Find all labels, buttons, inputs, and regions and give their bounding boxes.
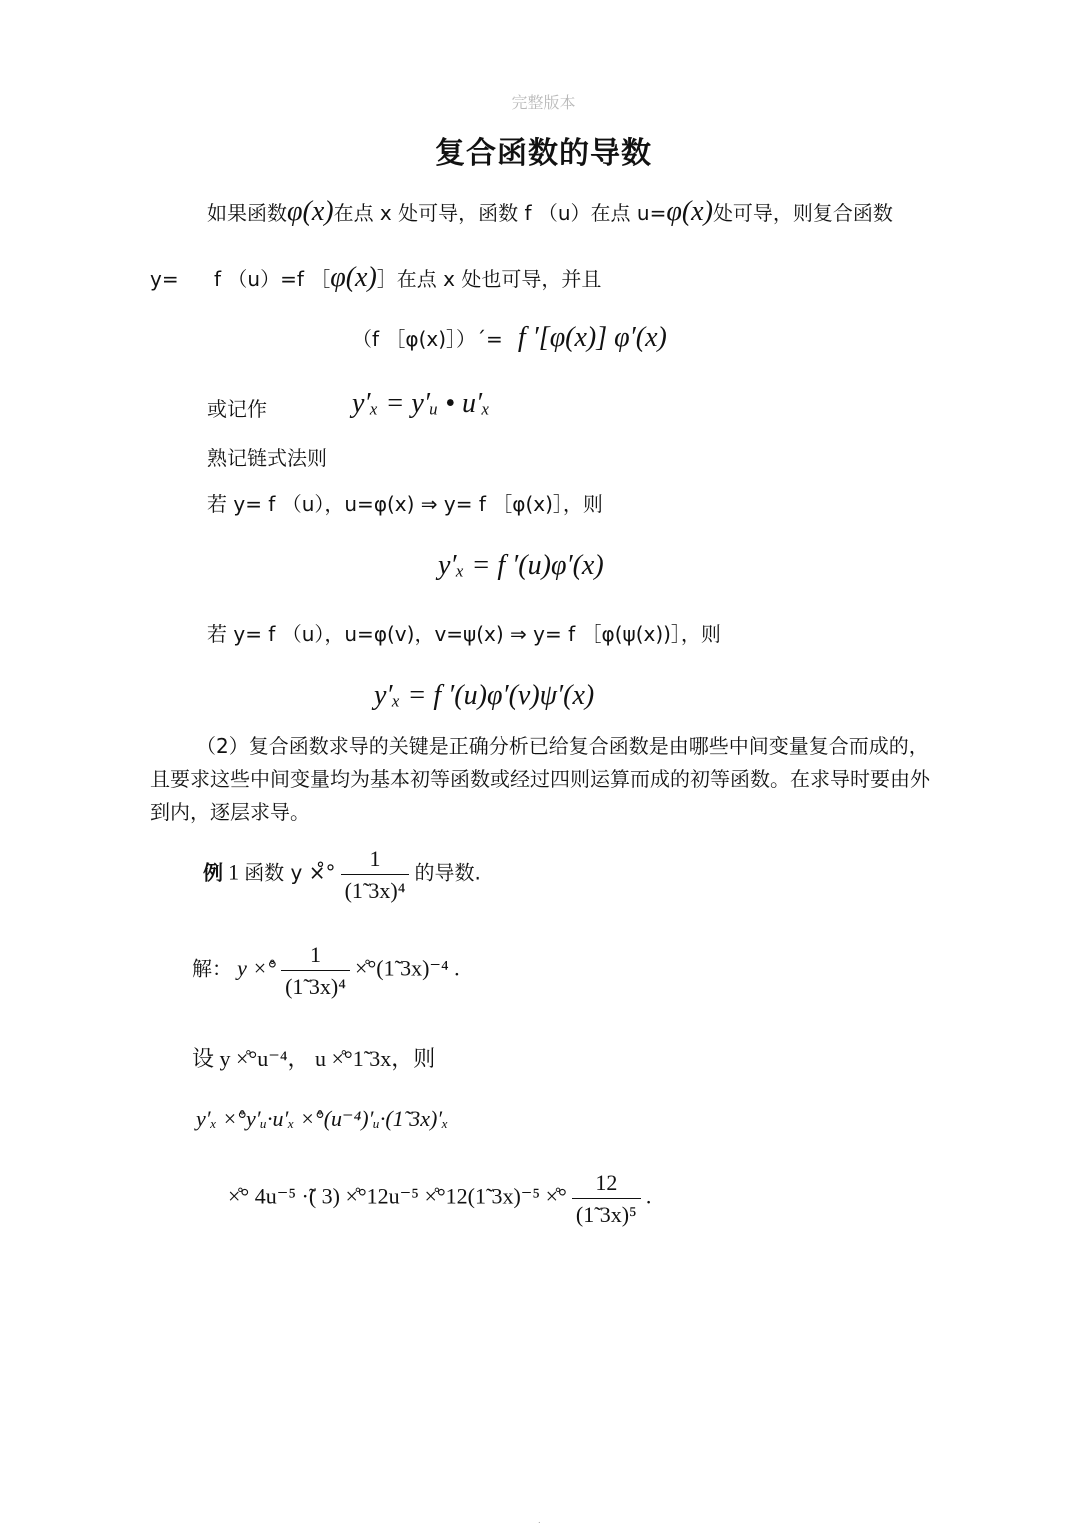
example-pre: 函数 y ×̊° [244, 860, 336, 885]
solution-final-post: . [645, 1183, 652, 1209]
example-1 [203, 846, 481, 904]
intro-y-eq: y= [150, 267, 179, 291]
intro-text-c: 处可导，则复合函数 [712, 201, 893, 225]
intro-phi-x-3: φ(x) [330, 262, 377, 293]
solution-derivative-line: y′ₓ ×̊°y′ᵤ·u′ₓ ×̊°(u⁻⁴)′ᵤ·(1̃ 3x)′ₓ [196, 1106, 449, 1131]
example-post: 的导数. [414, 860, 481, 885]
intro-line-1 [207, 196, 893, 228]
solution-pre: y ×̊° [237, 955, 277, 981]
solution-set-line: 设 y ×̊°u⁻⁴， u ×̊°1̃ 3x，则 [192, 1046, 436, 1071]
solution-fraction-denominator: (1̃ 3x)⁴ [285, 974, 346, 999]
chain-rule-formula-1: y′ₓ = f ′(u)φ′(x) [438, 550, 604, 581]
chain-rule-heading: 熟记链式法则 [207, 446, 327, 470]
solution-fraction [281, 942, 350, 1000]
solution-post: ×̊°(1̃ 3x)⁻⁴ . [355, 955, 460, 981]
solution-line-1 [192, 942, 460, 1000]
intro-phi-x-2: φ(x) [666, 196, 713, 227]
solution-final-denominator: (1̃ 3x)⁵ [575, 1202, 637, 1227]
intro-text-b: 在点 x 处可导，函数 f （u）在点 u= [333, 201, 667, 225]
footer-dot: . [538, 1516, 541, 1525]
solution-label: 解： [192, 956, 232, 981]
watermark-text: 完整版本 [511, 93, 576, 112]
intro-phi-x: φ(x) [287, 196, 334, 227]
intro-fu: f （u）=f ［ [214, 267, 331, 291]
solution-final-fraction [572, 1170, 641, 1228]
example-fraction-denominator: (1̃ 3x)⁴ [344, 878, 406, 903]
example-label: 例 [203, 860, 223, 885]
main-formula-left: （f ［φ(x)］）ˊ= [352, 327, 503, 351]
solution-final-numerator: 12 [572, 1170, 641, 1199]
main-formula [352, 322, 667, 354]
example-fraction-numerator: 1 [341, 846, 410, 875]
chain-rule-case-1: 若 y= f （u），u=φ(x) ⇒ y= f ［φ(x)］，则 [207, 492, 603, 516]
page-title: 复合函数的导数 [435, 136, 652, 171]
intro-text-a: 如果函数 [207, 201, 287, 225]
alt-notation-label: 或记作 [207, 397, 267, 421]
main-formula-right: f ′[φ(x)] φ′(x) [517, 322, 667, 353]
example-fraction [341, 846, 410, 904]
example-number: 1 [228, 859, 240, 885]
chain-rule-formula-2: y′ₓ = f ′(u)φ′(v)ψ′(x) [374, 680, 595, 711]
solution-final-pre: ×̊° 4u⁻⁵ ·̃( 3) ×̊°12u⁻⁵ ×̊°12(1̃ 3x)⁻⁵ ×̊° [228, 1183, 567, 1209]
note-paragraph: （2）复合函数求导的关键是正确分析已给复合函数是由哪些中间变量复合而成的，且要求这些中间变量均为基本初等函数或经过四则运算而成的初等函数。在求导时要由外到内，逐层求导。 [150, 734, 930, 824]
solution-fraction-numerator: 1 [281, 942, 350, 971]
alt-notation-formula: y′ₓ = y′ᵤ • u′ₓ [352, 388, 491, 419]
solution-final-line [228, 1170, 651, 1228]
intro-line-2 [150, 262, 601, 294]
intro-text-d: ］在点 x 处也可导，并且 [376, 267, 602, 291]
chain-rule-case-2: 若 y= f （u），u=φ(v)，v=ψ(x) ⇒ y= f ［φ(ψ(x))］，则 [207, 622, 721, 646]
